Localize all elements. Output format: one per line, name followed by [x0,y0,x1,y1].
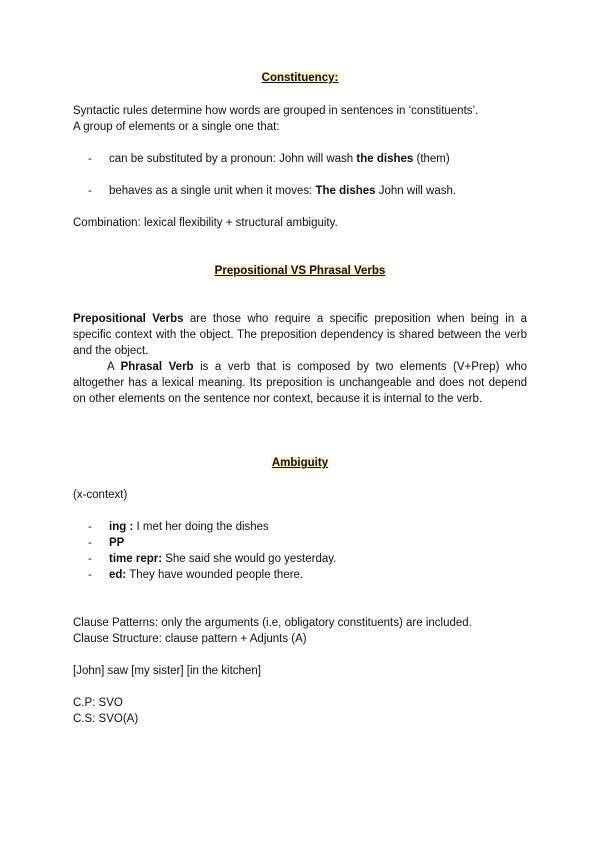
clause-structure-line: Clause Structure: clause pattern + Adjunts (A) [73,633,307,645]
prepositional-paragraph: Prepositional Verbs are those who require a specific preposition when being in a specific context with the object. The preposition dependency is shared between the verb and the object. [73,313,527,357]
constituency-bullet-1: can be substituted by a pronoun: John will wash the dishes (them) [109,153,450,165]
constituency-bullet-2: behaves as a single unit when it moves: The dishes John will wash. [109,185,457,197]
context-line: (x-context) [73,489,128,501]
clause-pattern-result: C.P: SVO [73,697,123,709]
constituency-heading: Constituency: [261,72,339,84]
ambiguity-item: PP [109,537,125,549]
combination-line: Combination: lexical flexibility + structural ambiguity. [73,217,338,229]
example-sentence: [John] saw [my sister] [in the kitchen] [73,665,261,677]
clause-patterns-line: Clause Patterns: only the arguments (i.e, obligatory constituents) are included. [73,617,472,629]
ambiguity-heading: Ambiguity [271,457,329,469]
bullet-marker: - [88,569,92,581]
phrasal-paragraph: A Phrasal Verb is a verb that is composed by two elements (V+Prep) who altogether has a lexical meaning. Its preposition is unchangeable and does not depend on other elements on the sentence nor context, because it is internal to the verb. [73,361,528,405]
clause-structure-result: C.S: SVO(A) [73,713,139,725]
constituency-line-2: A group of elements or a single one that: [73,121,280,133]
ambiguity-item: time repr: She said she would go yesterday. [109,553,337,565]
bullet-marker: - [88,185,92,197]
bullet-marker: - [88,153,92,165]
bullet-marker: - [88,553,92,565]
prepositional-heading: Prepositional VS Phrasal Verbs [214,265,386,277]
ambiguity-item: ed: They have wounded people there. [109,569,304,581]
bullet-marker: - [88,537,92,549]
ambiguity-item: ing : I met her doing the dishes [109,521,269,533]
constituency-line-1: Syntactic rules determine how words are grouped in sentences in ‘constituents’. [73,105,479,117]
bullet-marker: - [88,521,92,533]
